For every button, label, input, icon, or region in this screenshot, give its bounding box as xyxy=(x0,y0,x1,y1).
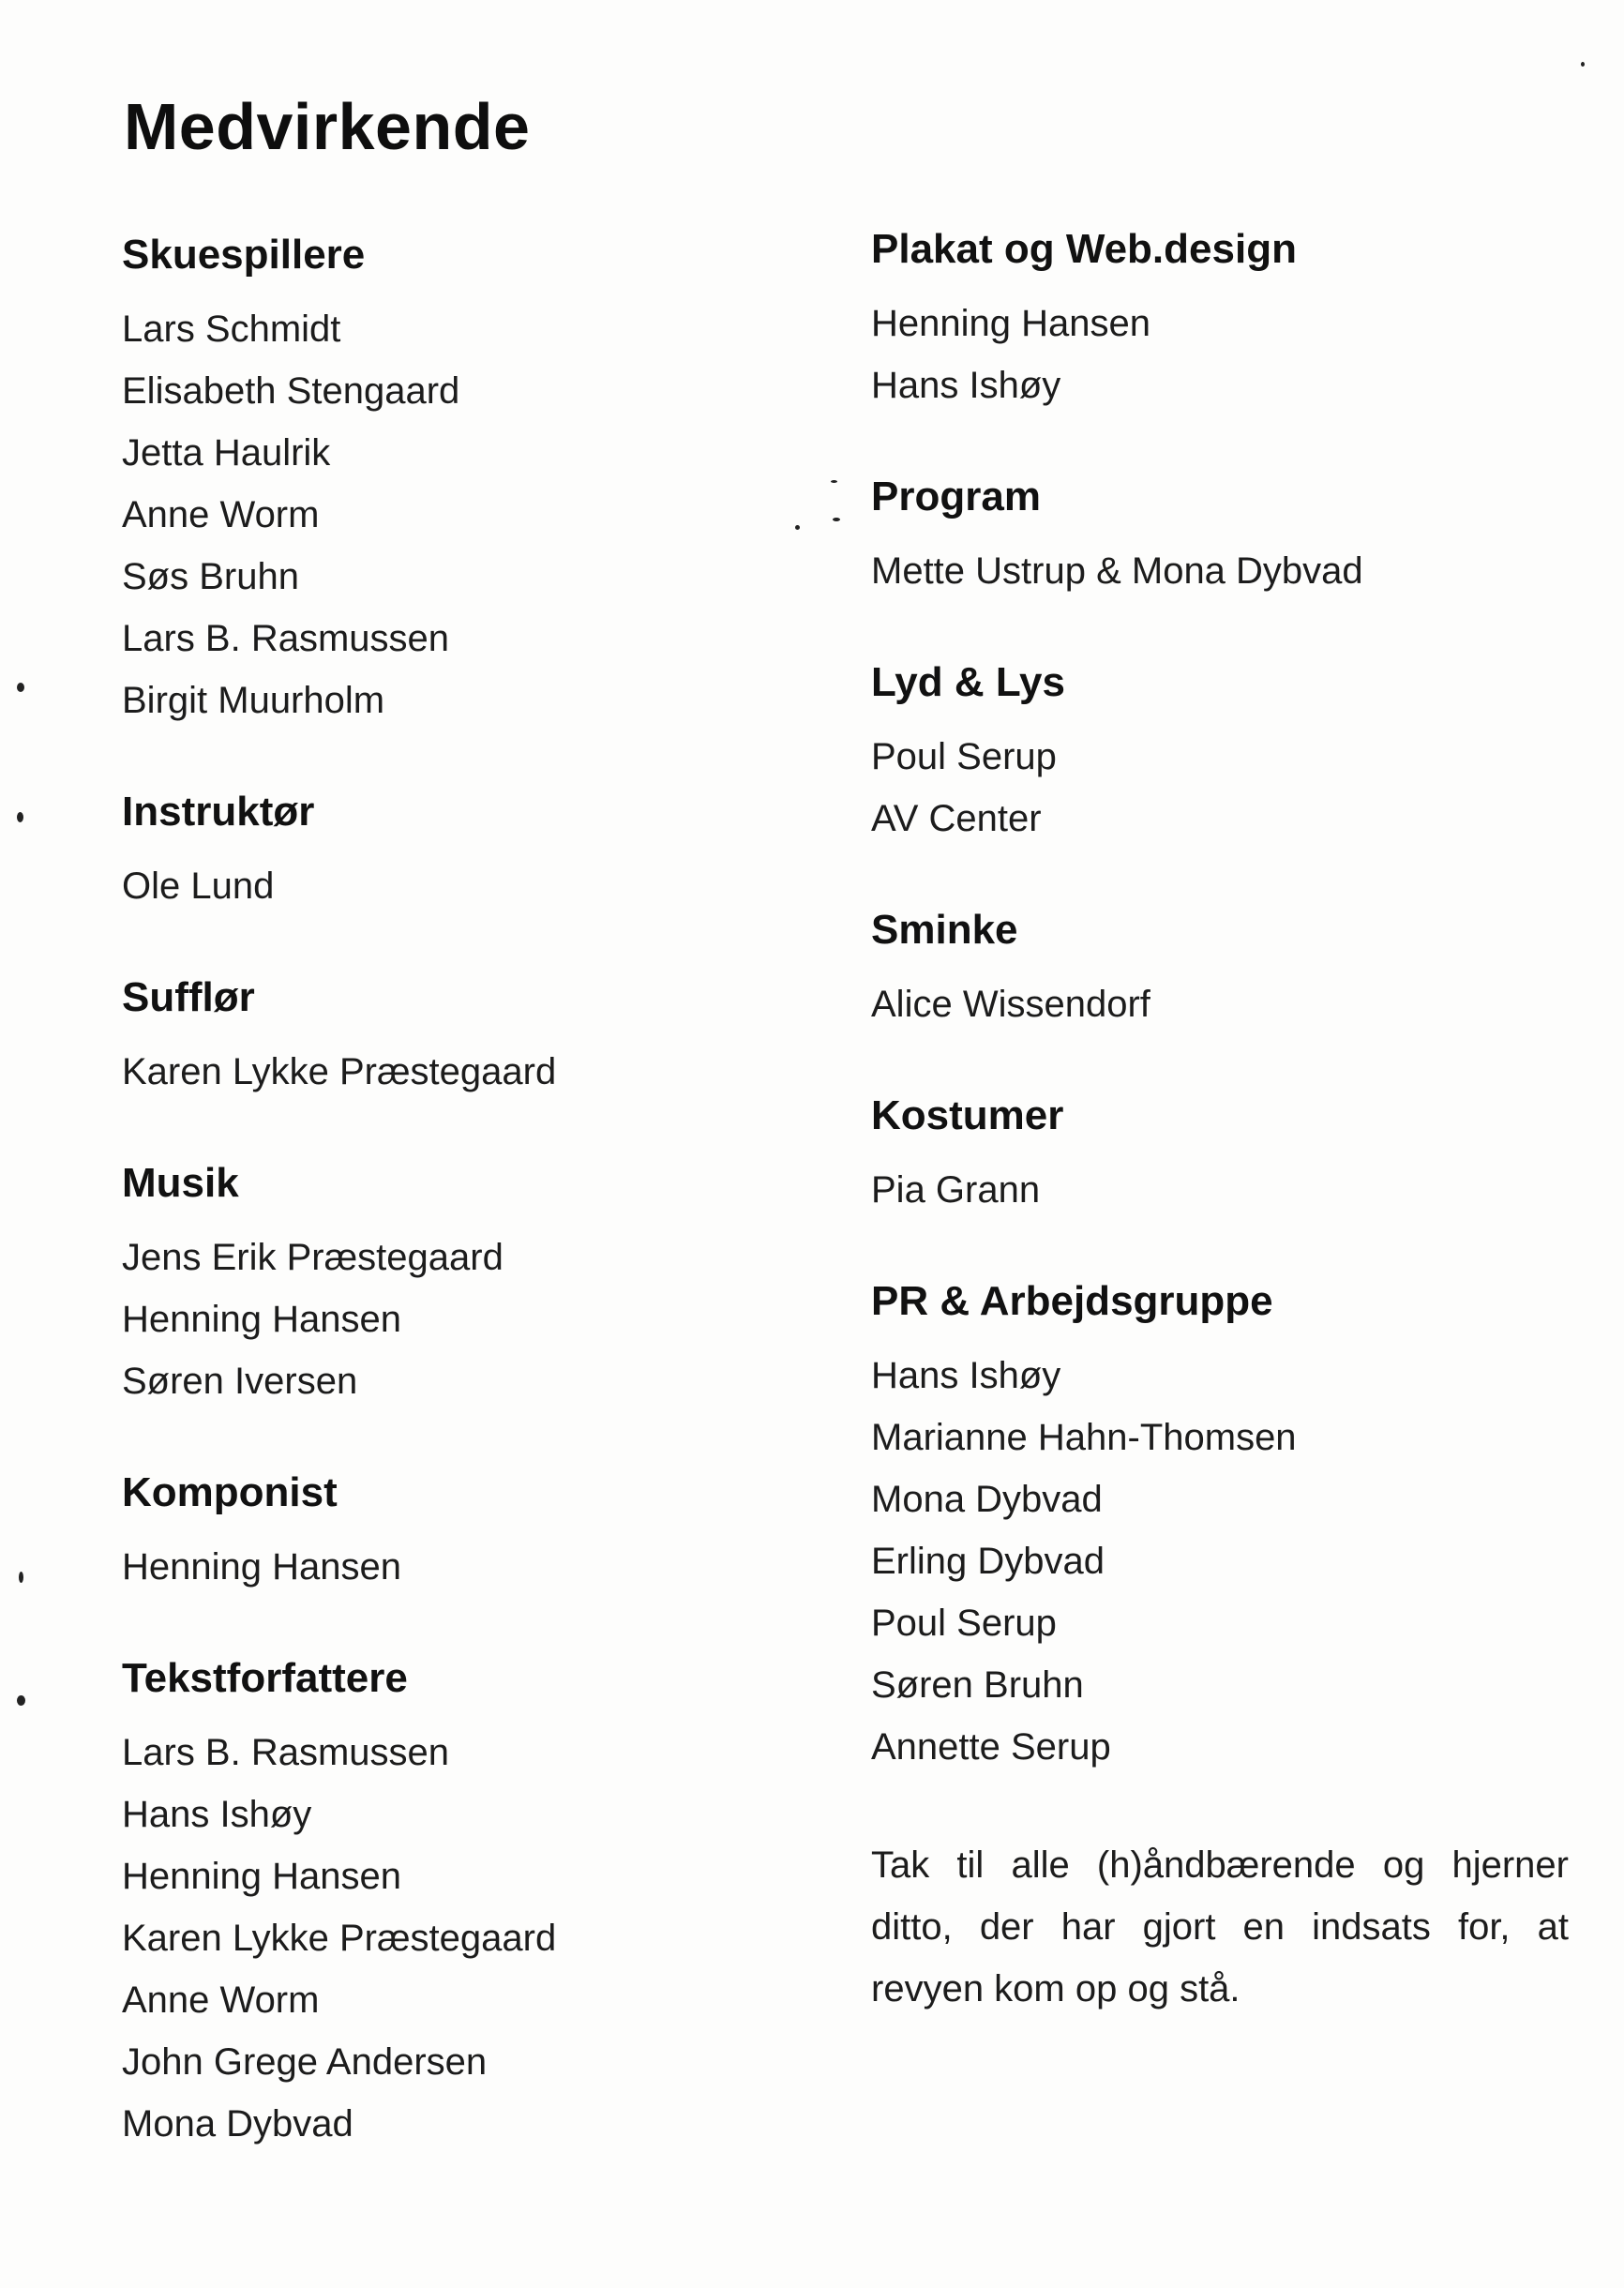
credit-name: Jens Erik Præstegaard xyxy=(122,1237,504,1278)
credit-name: Henning Hansen xyxy=(871,303,1150,344)
credit-name: John Grege Andersen xyxy=(122,2041,488,2083)
credit-name: Henning Hansen xyxy=(122,1546,401,1588)
credit-name: Alice Wissendorf xyxy=(871,984,1150,1025)
section-plakat-og-web-design xyxy=(871,225,1584,416)
credit-name: Lars B. Rasmussen xyxy=(122,618,450,659)
scan-speck xyxy=(19,1572,23,1583)
credit-name: Søren Bruhn xyxy=(871,1664,1084,1706)
scan-speck xyxy=(831,480,837,483)
section-pr-arbejdsgruppe xyxy=(871,1277,1584,1778)
credit-name: Mona Dybvad xyxy=(871,1479,1103,1520)
credit-name: Karen Lykke Præstegaard xyxy=(122,1051,557,1092)
scan-speck xyxy=(795,525,800,530)
section-heading: Lyd & Lys xyxy=(871,659,1066,705)
section-heading: Sminke xyxy=(871,907,1018,953)
credit-name: Jetta Haulrik xyxy=(122,432,331,474)
credit-name: Søren Iversen xyxy=(122,1361,358,1402)
section-heading: Kostumer xyxy=(871,1092,1064,1138)
credit-name: Hans Ishøy xyxy=(122,1794,312,1835)
section-heading: Tekstforfattere xyxy=(122,1655,408,1701)
credit-name: Elisabeth Stengaard xyxy=(122,370,460,412)
credit-name: Poul Serup xyxy=(871,736,1057,777)
section-sminke xyxy=(871,906,1584,1035)
scan-speck xyxy=(833,518,840,521)
credit-name: Marianne Hahn-Thomsen xyxy=(871,1417,1297,1458)
section-heading: Komponist xyxy=(122,1469,338,1515)
thanks-paragraph: Tak til alle (h)åndbærende og hjerner ditto, der har gjort en indsats for, at revyen kom op og stå. xyxy=(871,1844,1569,2010)
section-heading: Instruktør xyxy=(122,789,315,835)
credit-name: Søs Bruhn xyxy=(122,556,299,597)
credit-name: AV Center xyxy=(871,798,1042,839)
section-program xyxy=(871,473,1584,602)
section-heading: Sufflør xyxy=(122,974,255,1020)
credit-name: Hans Ishøy xyxy=(871,365,1061,406)
right-sections xyxy=(871,225,1584,1778)
left-column xyxy=(122,231,797,2211)
scan-speck xyxy=(17,812,23,822)
credit-name: Henning Hansen xyxy=(122,1299,401,1340)
credit-name: Poul Serup xyxy=(871,1603,1057,1644)
section-heading: Program xyxy=(871,474,1041,519)
scan-speck xyxy=(17,1695,25,1706)
section-skuespillere xyxy=(122,231,797,731)
credit-name: Lars Schmidt xyxy=(122,309,341,350)
credit-name: Annette Serup xyxy=(871,1726,1111,1768)
credit-name: Pia Grann xyxy=(871,1169,1041,1211)
scan-speck xyxy=(1581,62,1585,67)
credit-name: Erling Dybvad xyxy=(871,1541,1105,1582)
credit-name: Lars B. Rasmussen xyxy=(122,1732,450,1773)
section-heading: Skuespillere xyxy=(122,232,366,278)
section-sufflør xyxy=(122,973,797,1103)
section-komponist xyxy=(122,1468,797,1598)
section-heading: PR & Arbejdsgruppe xyxy=(871,1278,1273,1324)
right-column xyxy=(871,225,1584,2020)
credit-name: Mette Ustrup & Mona Dybvad xyxy=(871,550,1363,592)
credit-name: Mona Dybvad xyxy=(122,2103,353,2145)
section-heading: Plakat og Web.design xyxy=(871,226,1297,272)
credit-name: Birgit Muurholm xyxy=(122,680,385,721)
credit-name: Karen Lykke Præstegaard xyxy=(122,1918,557,1959)
section-instruktør xyxy=(122,788,797,917)
credit-name: Hans Ishøy xyxy=(871,1355,1061,1396)
credit-name: Anne Worm xyxy=(122,1979,320,2021)
page-title: Medvirkende xyxy=(124,90,531,163)
section-tekstforfattere xyxy=(122,1654,797,2155)
section-heading: Musik xyxy=(122,1160,239,1206)
credit-name: Henning Hansen xyxy=(122,1856,401,1897)
section-musik xyxy=(122,1159,797,1412)
credit-name: Anne Worm xyxy=(122,494,320,535)
section-lyd-lys xyxy=(871,658,1584,850)
section-kostumer xyxy=(871,1091,1584,1221)
credit-name: Ole Lund xyxy=(122,866,275,907)
scan-speck xyxy=(17,683,24,692)
